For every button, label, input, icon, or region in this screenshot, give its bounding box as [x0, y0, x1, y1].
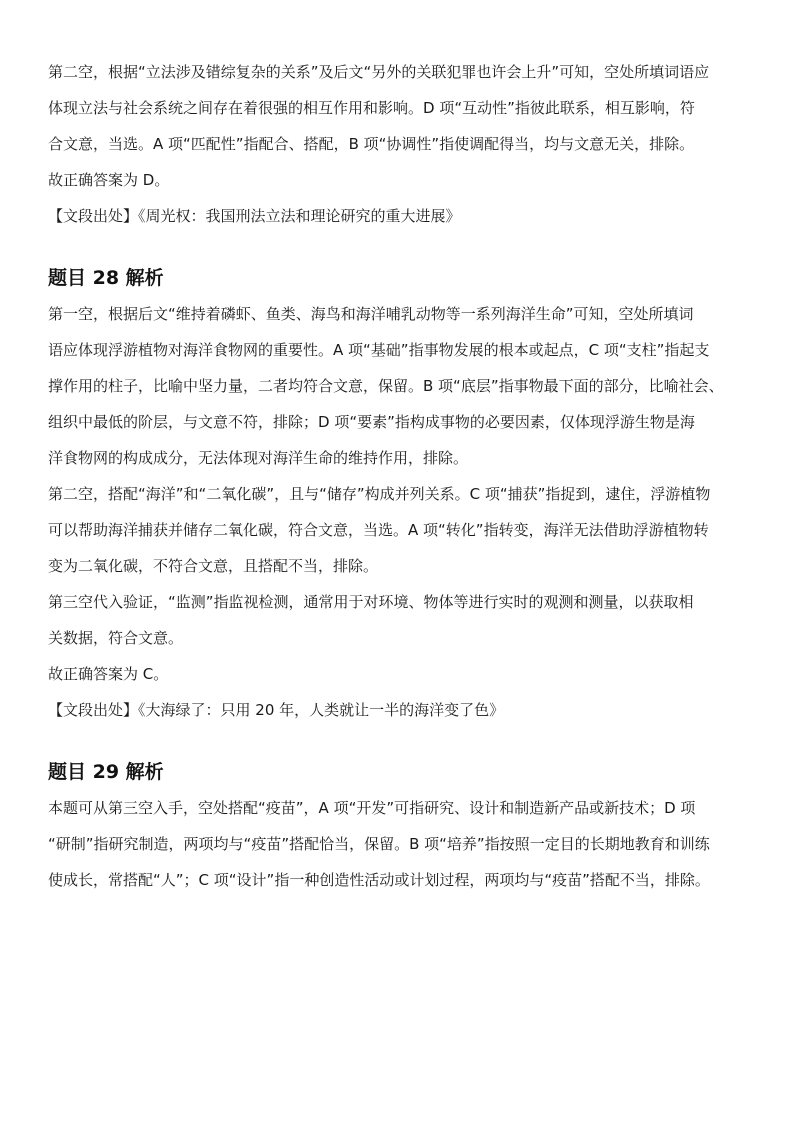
text-line: 使成长，常搭配“人”；C 项“设计”指一种创造性活动或计划过程，两项均与“疫苗”搭配不当，排除。 [48, 871, 710, 889]
text-line: 可以帮助海洋捕获并储存二氧化碳，符合文意，当选。A 项“转化”指转变，海洋无法借助浮游植物转 [48, 521, 709, 539]
section-q28 [48, 260, 760, 728]
answer-paragraph [48, 162, 760, 198]
text-line: 合文意，当选。A 项“匹配性”指配合、搭配，B 项“协调性”指使调配得当，均与文意无关，排除。 [48, 135, 695, 153]
text-line: 故正确答案为 D。 [48, 171, 170, 189]
text-line: 组织中最低的阶层，与文意不符，排除；D 项“要素”指构成事物的必要因素，仅体现浮游生物是海 [48, 413, 695, 431]
paragraph [48, 790, 760, 898]
source-citation: 【文段出处】《周光权：我国刑法立法和理论研究的重大进展》 [48, 207, 461, 225]
text-line: 第一空，根据后文“维持着磷虾、鱼类、海鸟和海洋哺乳动物等一系列海洋生命”可知，空处所填词 [48, 305, 694, 323]
section-heading: 题目 29 解析 [48, 761, 164, 783]
section-q27-tail [48, 54, 760, 234]
document-page [48, 54, 760, 898]
section-spacer [48, 234, 760, 260]
text-line: 语应体现浮游植物对海洋食物网的重要性。A 项“基础”指事物发展的根本或起点，C 项“支柱”指起支 [48, 341, 710, 359]
text-line: 体现立法与社会系统之间存在着很强的相互作用和影响。D 项“互动性”指彼此联系，相互影响，符 [48, 99, 695, 117]
text-line: 第二空，搭配“海洋”和“二氧化碳”，且与“储存”构成并列关系。C 项“捕获”指捉到，逮住，浮游植物 [48, 485, 711, 503]
text-line: 故正确答案为 C。 [48, 665, 169, 683]
text-line: 洋食物网的构成成分，无法体现对海洋生命的维持作用，排除。 [48, 449, 469, 467]
paragraph [48, 476, 760, 584]
text-line: 第二空，根据“立法涉及错综复杂的关系”及后文“另外的关联犯罪也许会上升”可知，空处所填词语应 [48, 63, 710, 81]
text-line: 变为二氧化碳，不符合文意，且搭配不当，排除。 [48, 557, 379, 575]
source-citation: 【文段出处】《大海绿了：只用 20 年，人类就让一半的海洋变了色》 [48, 701, 505, 719]
text-line: 关数据，符合文意。 [48, 629, 184, 647]
text-line: 撑作用的柱子，比喻中坚力量，二者均符合文意，保留。B 项“底层”指事物最下面的部分，比喻社会、 [48, 377, 724, 395]
paragraph [48, 54, 760, 162]
section-spacer [48, 728, 760, 754]
text-line: “研制”指研究制造，两项均与“疫苗”搭配恰当，保留。B 项“培养”指按照一定目的长期地教育和训练 [48, 835, 710, 853]
section-heading: 题目 28 解析 [48, 267, 164, 289]
paragraph [48, 296, 760, 476]
answer-paragraph [48, 656, 760, 692]
text-line: 本题可从第三空入手，空处搭配“疫苗”，A 项“开发”可指研究、设计和制造新产品或新技术；D 项 [48, 799, 696, 817]
paragraph [48, 584, 760, 656]
text-line: 第三空代入验证，“监测”指监视检测，通常用于对环境、物体等进行实时的观测和测量，以获取相 [48, 593, 694, 611]
section-q29 [48, 754, 760, 898]
